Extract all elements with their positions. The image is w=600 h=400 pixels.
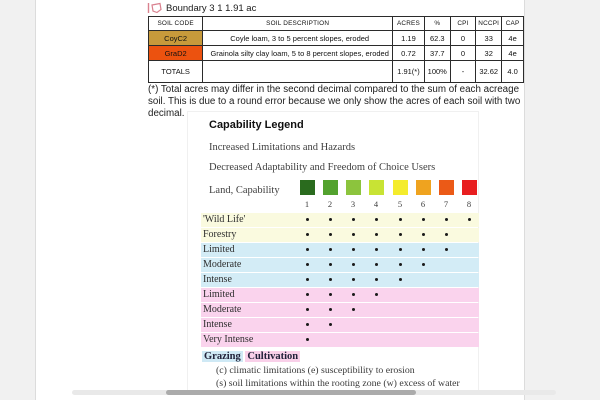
capability-dot [306,308,309,311]
soil-table-header-row [149,17,524,31]
horizontal-scrollbar[interactable] [72,390,556,395]
legend-row-label: 'Wild Life' [203,214,246,225]
cap-cell: 4e [502,31,524,46]
capability-dot [352,293,355,296]
capability-class-number: 8 [466,199,472,209]
capability-class-8-swatch [462,180,477,195]
capability-dot [375,293,378,296]
capability-class-1-swatch [300,180,315,195]
capability-dot [422,233,425,236]
cap-cell: 4e [502,46,524,61]
capability-dot [422,248,425,251]
legend-row-label: Very Intense [203,334,254,345]
capability-dot [329,263,332,266]
soil-code-cell: CoyC2 [149,31,203,46]
capability-dot [352,278,355,281]
capability-dot [352,233,355,236]
capability-dot [306,323,309,326]
capability-dot [306,338,309,341]
legend-row-label: Moderate [203,259,242,270]
totals-nccpi: 32.62 [476,61,502,83]
capability-dot [352,308,355,311]
boundary-title: Boundary 3 1 1.91 ac [166,2,257,14]
capability-class-number: 7 [443,199,449,209]
capability-dot [375,248,378,251]
nccpi-cell: 33 [476,31,502,46]
capability-dot [375,278,378,281]
totals-cpi: - [450,61,476,83]
table-row[interactable] [149,46,524,61]
soil-description-cell: Coyle loam, 3 to 5 percent slopes, eroded [203,31,393,46]
category-label-cultivation: Cultivation [247,351,299,362]
capability-legend-panel [187,111,479,395]
legend-row [201,303,479,317]
col-soil-code: SOIL CODE [149,17,203,31]
capability-class-7-swatch [439,180,454,195]
soil-code-cell: GraD2 [149,46,203,61]
capability-dot [306,278,309,281]
capability-dot [329,218,332,221]
capability-class-5-swatch [393,180,408,195]
cpi-cell: 0 [450,31,476,46]
legend-note-2: (s) soil limitations within the rooting zone (w) excess of water [216,378,460,389]
capability-dot [399,218,402,221]
legend-row-label: Forestry [203,229,237,240]
capability-dot [329,233,332,236]
capability-dot [352,263,355,266]
col-cap: CAP [502,17,524,31]
horizontal-scrollbar-thumb[interactable] [166,390,416,395]
table-row[interactable] [149,31,524,46]
capability-dot [329,278,332,281]
totals-description [203,61,393,83]
col-acres: ACRES [393,17,425,31]
col-pct: % [424,17,450,31]
capability-class-4-swatch [369,180,384,195]
cpi-cell: 0 [450,46,476,61]
capability-class-number: 1 [304,199,310,209]
legend-row [201,318,479,332]
legend-row [201,228,479,242]
capability-dot [352,248,355,251]
capability-dot [445,233,448,236]
pct-cell: 37.7 [424,46,450,61]
capability-dot [306,263,309,266]
totals-pct: 100% [424,61,450,83]
capability-dot [306,293,309,296]
legend-row-label: Moderate [203,304,242,315]
land-capability-label: Land, Capability [209,185,280,196]
boundary-polygon-icon[interactable] [147,2,162,14]
capability-dot [329,293,332,296]
legend-row [201,273,479,287]
pct-cell: 62.3 [424,31,450,46]
acres-cell: 1.19 [393,31,425,46]
capability-dot [306,248,309,251]
capability-dot [306,218,309,221]
soil-table [148,16,524,83]
col-cpi: CPI [450,17,476,31]
totals-cap: 4.0 [502,61,524,83]
col-nccpi: NCCPI [476,17,502,31]
capability-dot [329,308,332,311]
nccpi-cell: 32 [476,46,502,61]
capability-dot [445,218,448,221]
capability-dot [352,218,355,221]
legend-row [201,243,479,257]
capability-dot [399,248,402,251]
capability-dot [399,233,402,236]
capability-class-number: 3 [350,199,356,209]
legend-row-label: Limited [203,289,235,300]
legend-row [201,213,479,227]
capability-dot [306,233,309,236]
capability-dot [375,233,378,236]
legend-subtitle-increased: Increased Limitations and Hazards [209,142,356,153]
category-label-grazing: Grazing [204,351,241,362]
capability-class-number: 4 [373,199,379,209]
capability-dot [399,263,402,266]
capability-class-number: 6 [420,199,426,209]
acres-cell: 0.72 [393,46,425,61]
boundary-header [147,2,256,14]
legend-row [201,258,479,272]
capability-class-number: 5 [397,199,403,209]
capability-class-6-swatch [416,180,431,195]
soil-description-cell: Grainola silty clay loam, 5 to 8 percent slopes, eroded [203,46,393,61]
capability-dot [329,323,332,326]
category-labels [202,351,300,362]
legend-row [201,288,479,302]
legend-row-label: Limited [203,244,235,255]
capability-dot [375,218,378,221]
capability-dot [399,278,402,281]
document-page [35,0,525,400]
col-soil-description: SOIL DESCRIPTION [203,17,393,31]
legend-note-1: (c) climatic limitations (e) susceptibility to erosion [216,365,415,376]
legend-title: Capability Legend [209,119,304,131]
capability-dot [329,248,332,251]
acres-footnote: (*) Total acres may differ in the second decimal compared to the sum of each acreage soil. This is due to a round error because we only show the acres of each soil with two decimal. [148,84,521,119]
capability-class-number: 2 [327,199,333,209]
legend-subtitle-decreased: Decreased Adaptability and Freedom of Choice Users [209,162,436,173]
legend-row-label: Intense [203,274,232,285]
totals-acres: 1.91(*) [393,61,425,83]
capability-dot [445,248,448,251]
legend-row [201,333,479,347]
capability-dot [422,218,425,221]
capability-dot [422,263,425,266]
capability-class-3-swatch [346,180,361,195]
capability-class-2-swatch [323,180,338,195]
totals-label: TOTALS [149,61,203,83]
totals-row [149,61,524,83]
capability-dot [468,218,471,221]
capability-dot [375,263,378,266]
legend-row-label: Intense [203,319,232,330]
